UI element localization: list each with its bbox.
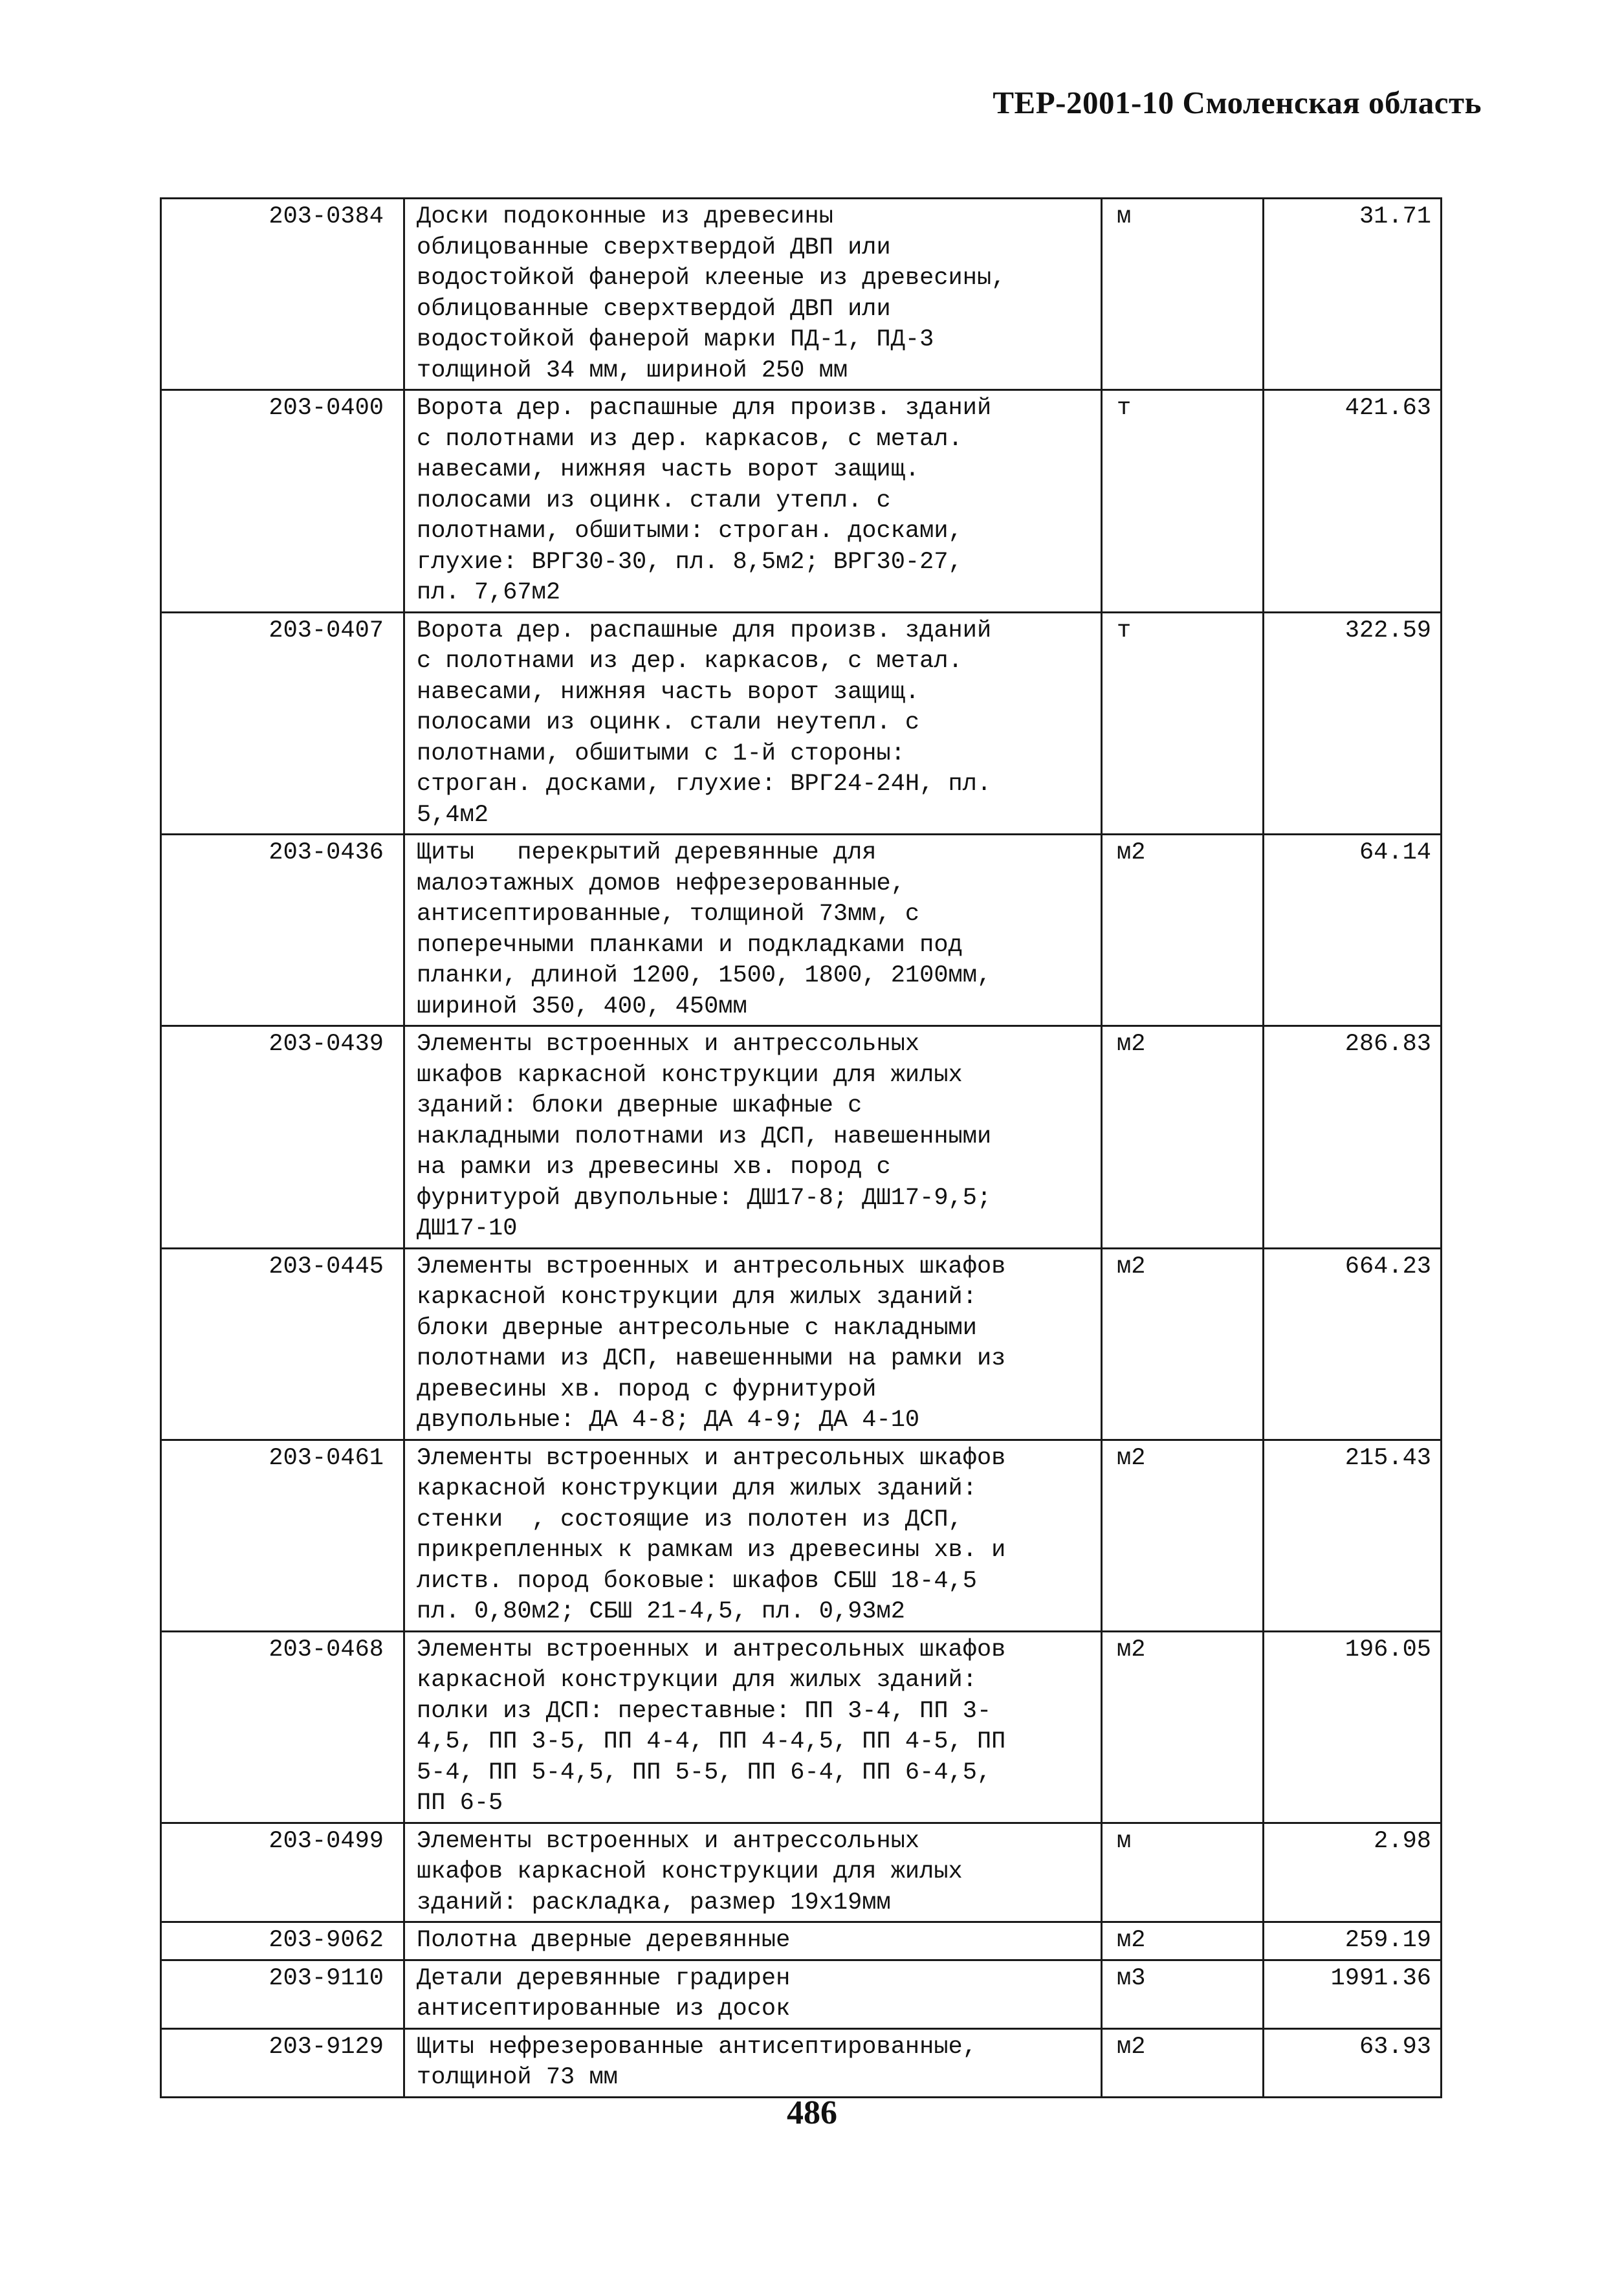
row-code: 203-0384 [161, 199, 404, 390]
row-price: 664.23 [1264, 1248, 1442, 1440]
row-code: 203-0445 [161, 1248, 404, 1440]
description-line: полосами из оцинк. стали неутепл. с [417, 709, 920, 736]
description-line: стенки , состоящие из полотен из ДСП, [417, 1506, 963, 1533]
row-price: 322.59 [1264, 612, 1442, 835]
row-code: 203-0407 [161, 612, 404, 835]
description-line: водостойкой фанерой марки ПД-1, ПД-3 [417, 326, 934, 353]
row-description [404, 1631, 1102, 1823]
row-code: 203-0468 [161, 1631, 404, 1823]
description-line: шкафов каркасной конструкции для жилых [417, 1858, 963, 1885]
description-line: накладными полотнами из ДСП, навешенными [417, 1123, 992, 1150]
description-line: полки из ДСП: переставные: ПП 3-4, ПП 3- [417, 1697, 992, 1725]
description-line: антисептированные, толщиной 73мм, с [417, 901, 920, 928]
description-line: листв. пород боковые: шкафов СБШ 18-4,5 [417, 1567, 977, 1595]
description-line: прикрепленных к рамкам из древесины хв. и [417, 1537, 1006, 1564]
description-line: антисептированные из досок [417, 1995, 791, 2023]
description-line: каркасной конструкции для жилых зданий: [417, 1667, 977, 1694]
description-line: полотнами, обшитыми: строган. досками, [417, 518, 963, 545]
row-unit: м2 [1102, 2028, 1264, 2097]
row-unit: м2 [1102, 1440, 1264, 1631]
description-line: Детали деревянные градирен [417, 1964, 791, 1992]
description-line: глухие: ВРГ30-30, пл. 8,5м2; ВРГ30-27, [417, 548, 963, 576]
description-line: каркасной конструкции для жилых зданий: [417, 1284, 977, 1311]
row-description [404, 1248, 1102, 1440]
description-line: ПП 6-5 [417, 1790, 503, 1817]
description-line: блоки дверные антресольные с накладными [417, 1314, 977, 1342]
row-description [404, 199, 1102, 390]
description-line: Элементы встроенных и антресольных шкафов [417, 1444, 1006, 1472]
description-line: поперечными планками и подкладками под [417, 931, 963, 959]
table-row [161, 1631, 1442, 1823]
row-price: 63.93 [1264, 2028, 1442, 2097]
row-code: 203-0499 [161, 1823, 404, 1922]
row-unit: м2 [1102, 835, 1264, 1026]
row-unit: м2 [1102, 1631, 1264, 1823]
description-line: навесами, нижняя часть ворот защищ. [417, 678, 920, 706]
row-price: 31.71 [1264, 199, 1442, 390]
description-line: Ворота дер. распашные для произв. зданий [417, 617, 992, 644]
description-line: шириной 350, 400, 450мм [417, 993, 747, 1020]
table-row [161, 2028, 1442, 2097]
table-row [161, 1823, 1442, 1922]
row-description [404, 835, 1102, 1026]
row-description [404, 1440, 1102, 1631]
description-line: толщиной 73 мм [417, 2064, 618, 2091]
row-unit: т [1102, 390, 1264, 613]
description-line: с полотнами из дер. каркасов, с метал. [417, 425, 963, 453]
table-row [161, 1960, 1442, 2028]
row-description [404, 390, 1102, 613]
description-line: Щиты нефрезерованные антисептированные, [417, 2033, 977, 2061]
row-price: 64.14 [1264, 835, 1442, 1026]
table-row [161, 612, 1442, 835]
table-row [161, 199, 1442, 390]
row-price: 2.98 [1264, 1823, 1442, 1922]
description-line: Ворота дер. распашные для произв. зданий [417, 395, 992, 422]
description-line: облицованные сверхтвердой ДВП или [417, 295, 891, 323]
description-line: малоэтажных домов нефрезерованные, [417, 870, 905, 897]
description-line: ДШ17-10 [417, 1215, 518, 1242]
description-line: шкафов каркасной конструкции для жилых [417, 1061, 963, 1089]
description-line: Элементы встроенных и антрессольных [417, 1827, 920, 1855]
description-line: пл. 7,67м2 [417, 579, 561, 606]
description-line: водостойкой фанерой клееные из древесины, [417, 265, 1006, 292]
row-price: 259.19 [1264, 1922, 1442, 1960]
row-code: 203-9129 [161, 2028, 404, 2097]
description-line: древесины хв. пород с фурнитурой [417, 1376, 877, 1403]
description-line: 4,5, ПП 3-5, ПП 4-4, ПП 4-4,5, ПП 4-5, ПП [417, 1728, 1006, 1755]
row-description [404, 1026, 1102, 1249]
row-code: 203-0400 [161, 390, 404, 613]
table-row [161, 390, 1442, 613]
page-number: 486 [787, 2094, 837, 2131]
row-unit: м2 [1102, 1922, 1264, 1960]
description-line: 5,4м2 [417, 801, 489, 829]
row-unit: м3 [1102, 1960, 1264, 2028]
description-line: облицованные сверхтвердой ДВП или [417, 234, 891, 261]
table-row [161, 1440, 1442, 1631]
description-line: Щиты перекрытий деревянные для [417, 839, 877, 866]
description-line: Элементы встроенных и антресольных шкафов [417, 1636, 1006, 1663]
table-row [161, 1922, 1442, 1960]
row-code: 203-0436 [161, 835, 404, 1026]
description-line: Элементы встроенных и антресольных шкафов [417, 1253, 1006, 1280]
description-line: полотнами, обшитыми с 1-й стороны: [417, 740, 905, 767]
row-price: 1991.36 [1264, 1960, 1442, 2028]
row-description [404, 2028, 1102, 2097]
description-line: пл. 0,80м2; СБШ 21-4,5, пл. 0,93м2 [417, 1598, 905, 1625]
row-description [404, 1823, 1102, 1922]
row-description [404, 612, 1102, 835]
description-line: толщиной 34 мм, шириной 250 мм [417, 357, 848, 384]
description-line: на рамки из древесины хв. пород с [417, 1154, 891, 1181]
row-unit: м [1102, 1823, 1264, 1922]
description-line: двупольные: ДА 4-8; ДА 4-9; ДА 4-10 [417, 1407, 920, 1434]
description-line: зданий: раскладка, размер 19х19мм [417, 1889, 891, 1916]
row-price: 215.43 [1264, 1440, 1442, 1631]
description-line: с полотнами из дер. каркасов, с метал. [417, 648, 963, 675]
row-description [404, 1922, 1102, 1960]
description-line: зданий: блоки дверные шкафные с [417, 1092, 862, 1119]
description-line: полосами из оцинк. стали утепл. с [417, 487, 891, 514]
description-line: каркасной конструкции для жилых зданий: [417, 1475, 977, 1502]
description-line: строган. досками, глухие: ВРГ24-24Н, пл. [417, 771, 992, 798]
description-line: Доски подоконные из древесины [417, 203, 833, 230]
row-unit: т [1102, 612, 1264, 835]
row-code: 203-9062 [161, 1922, 404, 1960]
description-line: Полотна дверные деревянные [417, 1927, 791, 1954]
description-line: полотнами из ДСП, навешенными на рамки из [417, 1345, 1006, 1372]
page-header-title: ТЕР-2001-10 Смоленская область [993, 85, 1482, 120]
row-price: 421.63 [1264, 390, 1442, 613]
table-row [161, 1026, 1442, 1249]
description-line: фурнитурой двупольные: ДШ17-8; ДШ17-9,5; [417, 1184, 992, 1212]
table-row [161, 1248, 1442, 1440]
description-line: 5-4, ПП 5-4,5, ПП 5-5, ПП 6-4, ПП 6-4,5, [417, 1759, 992, 1786]
row-code: 203-0461 [161, 1440, 404, 1631]
price-table [160, 197, 1442, 2098]
description-line: планки, длиной 1200, 1500, 1800, 2100мм, [417, 962, 992, 989]
row-price: 196.05 [1264, 1631, 1442, 1823]
row-description [404, 1960, 1102, 2028]
table-row [161, 835, 1442, 1026]
row-unit: м2 [1102, 1026, 1264, 1249]
row-code: 203-9110 [161, 1960, 404, 2028]
description-line: навесами, нижняя часть ворот защищ. [417, 456, 920, 483]
description-line: Элементы встроенных и антрессольных [417, 1031, 920, 1058]
row-price: 286.83 [1264, 1026, 1442, 1249]
row-unit: м [1102, 199, 1264, 390]
row-code: 203-0439 [161, 1026, 404, 1249]
row-unit: м2 [1102, 1248, 1264, 1440]
